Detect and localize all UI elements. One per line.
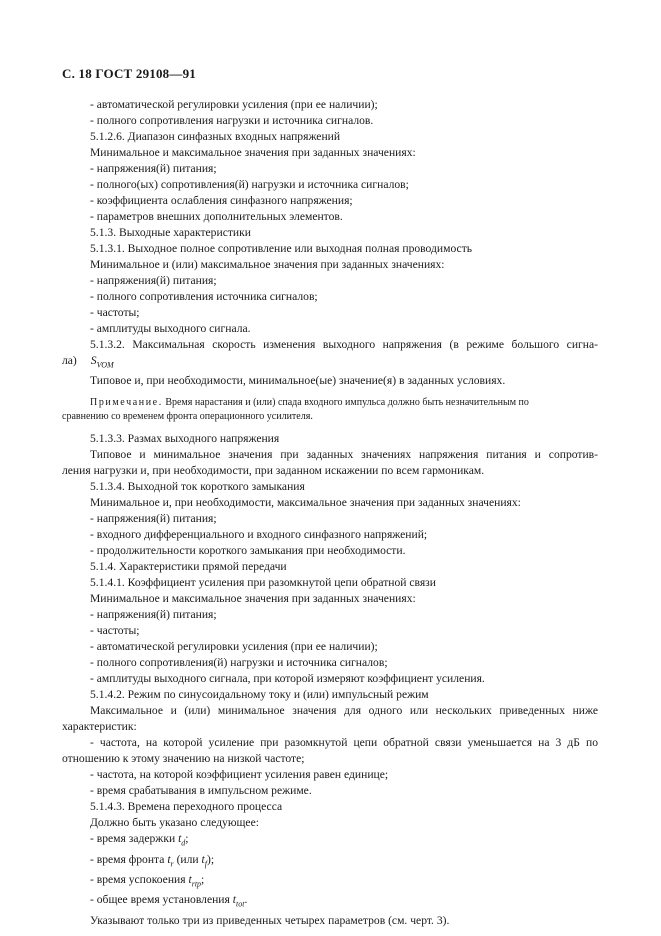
list-item: - напряжения(й) питания; bbox=[90, 274, 217, 287]
list-item: - автоматической регулировки усиления (при ее наличии); bbox=[90, 98, 378, 111]
section-heading: 5.1.3. Выходные характеристики bbox=[90, 226, 251, 239]
paragraph: Типовое и минимальное значения при заданных значениях напряжения питания и сопротив- bbox=[90, 448, 598, 462]
page-header: С. 18 ГОСТ 29108—91 bbox=[62, 66, 196, 81]
list-item: - коэффициента ослабления синфазного напряжения; bbox=[90, 194, 353, 207]
formula-symbol: $S_{VOM}$ bbox=[90, 354, 114, 370]
paragraph: Максимальное и (или) минимальное значения для одного или нескольких приведенных ниже bbox=[90, 704, 598, 718]
note-text: сравнению со временем фронта операционного усилителя. bbox=[62, 410, 313, 422]
formula-symbol: $t_{rtр}$ bbox=[188, 872, 202, 889]
list-item: - амплитуды выходного сигнала. bbox=[90, 322, 251, 335]
paragraph-continuation: характеристик: bbox=[62, 720, 137, 734]
paragraph-text: ла) bbox=[62, 354, 77, 367]
paragraph-continuation: отношению к этому значению на низкой частоте; bbox=[62, 752, 305, 766]
paragraph: Минимальное и, при необходимости, максимальное значения при заданных значениях: bbox=[90, 496, 521, 510]
list-item: - частоты; bbox=[90, 306, 140, 319]
list-item: - входного дифференциального и входного синфазного напряжений; bbox=[90, 528, 428, 542]
list-item: - амплитуды выходного сигнала, при которой измеряют коэффициент усиления. bbox=[90, 672, 485, 686]
list-item: - время задержки $t_d$; bbox=[90, 832, 189, 848]
note-block bbox=[62, 396, 598, 423]
document-body bbox=[62, 97, 598, 929]
note-label: Примечание. bbox=[90, 397, 163, 409]
paragraph: Минимальное и максимальное значения при заданных значениях: bbox=[90, 146, 416, 159]
section-heading: 5.1.4.3. Времена переходного процесса bbox=[90, 800, 283, 814]
paragraph-continuation: ления нагрузки и, при необходимости, при заданном искажении по всем гармоникам. bbox=[62, 464, 485, 478]
list-item: - автоматической регулировки усиления (при ее наличии); bbox=[90, 640, 378, 654]
section-heading: 5.1.4.1. Коэффициент усиления при разомкнутой цепи обратной связи bbox=[90, 576, 436, 590]
formula-symbol: $t_{tot}$ bbox=[232, 893, 245, 909]
paragraph: Минимальное и максимальное значения при заданных значениях: bbox=[90, 592, 416, 606]
list-item: - полного сопротивления(й) нагрузки и источника сигналов; bbox=[90, 656, 388, 670]
list-item: - полного сопротивления нагрузки и источника сигналов. bbox=[90, 114, 374, 127]
section-heading: 5.1.3.3. Размах выходного напряжения bbox=[90, 432, 280, 446]
list-item: - время фронта $t_r$ (или $t_f$); bbox=[90, 852, 215, 868]
list-item: - частота, на которой коэффициент усиления равен единице; bbox=[90, 768, 389, 782]
section-heading: 5.1.2.6. Диапазон синфазных входных напряжений bbox=[90, 130, 341, 143]
section-heading: 5.1.3.2. Максимальная скорость изменения выходного напряжения (в режиме большого сигна- bbox=[90, 338, 598, 351]
list-item: - частоты; bbox=[90, 624, 140, 638]
note-text: Время нарастания и (или) спада входного импульса должно быть незначительным по bbox=[162, 397, 529, 409]
list-item: - напряжения(й) питания; bbox=[90, 512, 217, 526]
formula-symbol: $t_d$ bbox=[178, 832, 186, 848]
list-item: - полного сопротивления источника сигналов; bbox=[90, 290, 318, 303]
list-item: - общее время установления $t_{tot}$. bbox=[90, 893, 248, 909]
section-heading: 5.1.3.4. Выходной ток короткого замыкания bbox=[90, 480, 305, 494]
formula-symbol: $t_f$ bbox=[201, 852, 207, 868]
section-heading: 5.1.4. Характеристики прямой передачи bbox=[90, 560, 287, 574]
list-item: - напряжения(й) питания; bbox=[90, 162, 217, 175]
paragraph: Минимальное и (или) максимальное значения при заданных значениях: bbox=[90, 258, 445, 271]
section-heading: 5.1.3.1. Выходное полное сопротивление или выходная полная проводимость bbox=[90, 242, 473, 255]
list-item: - параметров внешних дополнительных элементов. bbox=[90, 210, 343, 223]
list-item: - полного(ых) сопротивления(й) нагрузки и источника сигналов; bbox=[90, 178, 409, 191]
list-item: - продолжительности короткого замыкания при необходимости. bbox=[90, 544, 406, 558]
list-item: - время успокоения $t_{rtр}$; bbox=[90, 872, 205, 889]
paragraph: Типовое и, при необходимости, минимальное(ые) значение(я) в заданных условиях. bbox=[90, 374, 506, 388]
formula-symbol: $t_r$ bbox=[167, 852, 174, 868]
paragraph: Должно быть указано следующее: bbox=[90, 816, 259, 830]
list-item: - напряжения(й) питания; bbox=[90, 608, 217, 622]
paragraph: Указывают только три из приведенных четырех параметров (см. черт. 3). bbox=[90, 913, 450, 927]
list-item: - время срабатывания в импульсном режиме. bbox=[90, 784, 312, 798]
list-item: - частота, на которой усиление при разомкнутой цепи обратной связи уменьшается на 3 дБ по bbox=[90, 736, 598, 750]
section-heading: 5.1.4.2. Режим по синусоидальному току и (или) импульсный режим bbox=[90, 688, 429, 702]
paragraph-continuation bbox=[62, 353, 598, 373]
